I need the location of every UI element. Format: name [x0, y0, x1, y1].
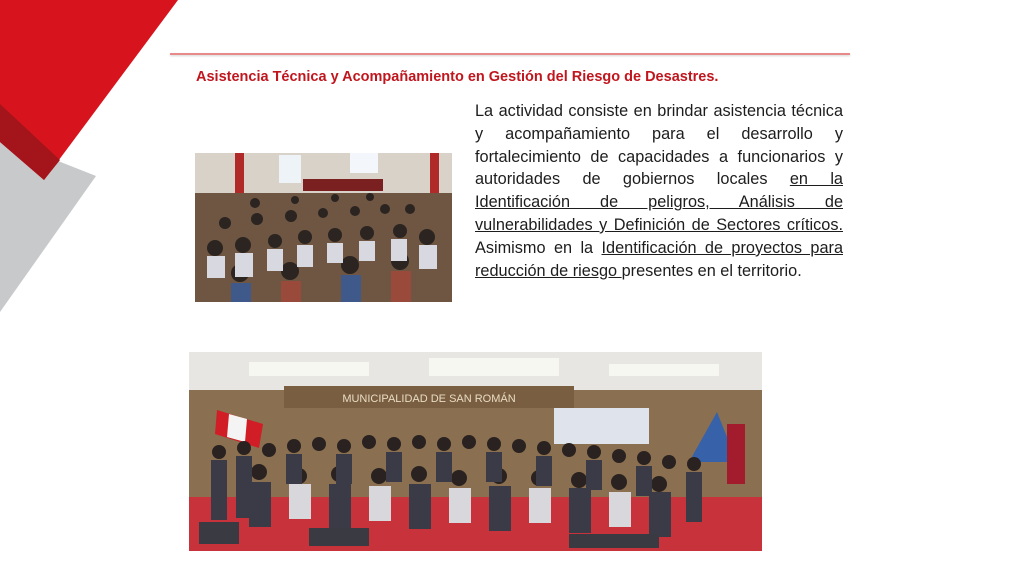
slide-title: Asistencia Técnica y Acompañamiento en Gestión del Riesgo de Desastres. [196, 69, 719, 85]
group-photo [189, 352, 762, 551]
top-divider-line [170, 53, 850, 55]
workshop-audience-photo [195, 153, 452, 302]
wall-sign-text: MUNICIPALIDAD DE SAN ROMÁN [342, 393, 516, 405]
description-underlined-2: Identificación de proyectos para reducción de riesgo [475, 238, 843, 280]
description-text-3: presentes en el territorio. [621, 261, 802, 280]
corner-decoration [0, 0, 200, 320]
activity-description [475, 100, 843, 282]
description-text-2: Asimismo en la [475, 238, 602, 257]
description-underlined-1: en la Identificación de peligros, Análisis de vulnerabilidades y Definición de Sectores críticos. [475, 170, 843, 234]
description-text-1: La actividad consiste en brindar asistencia técnica y acompañamiento para el desarrollo y fortalecimiento de capacidades a funcionarios y autoridades de gobiernos locales [475, 102, 843, 189]
